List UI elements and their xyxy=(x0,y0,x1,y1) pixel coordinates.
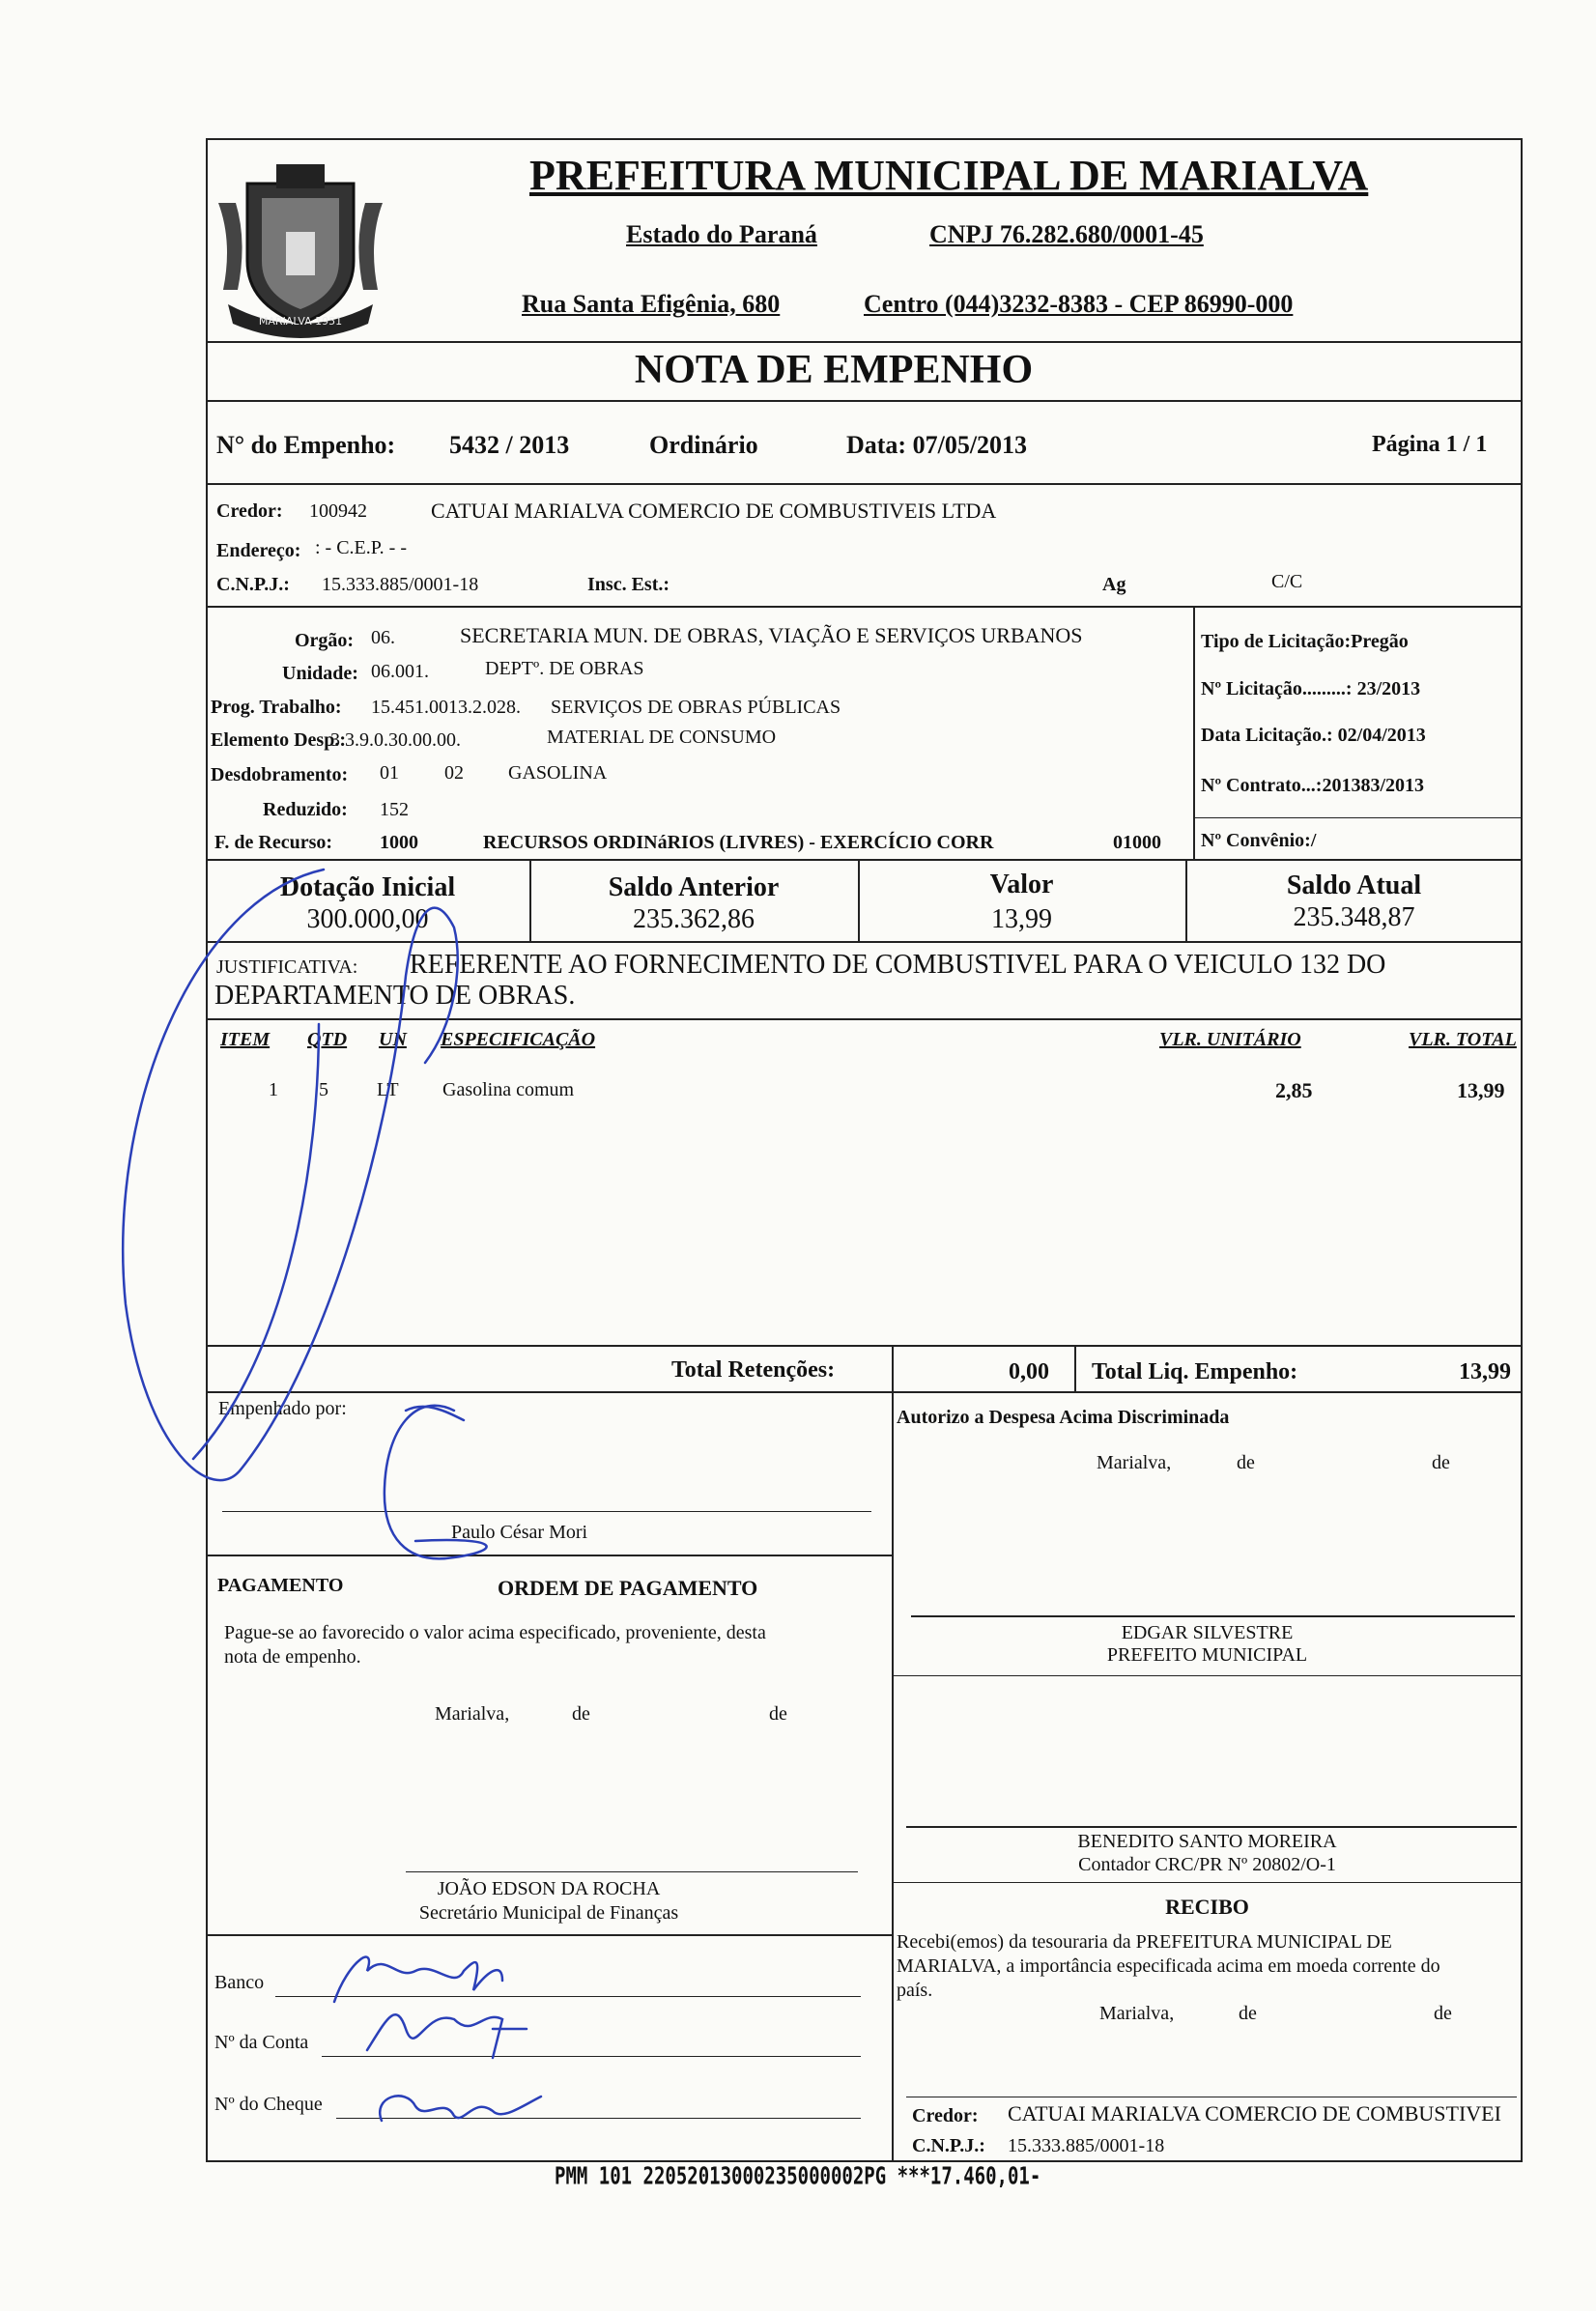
recurso-code: 01000 xyxy=(1113,832,1161,853)
item-qtd: 5 xyxy=(319,1079,328,1100)
credor-code: 100942 xyxy=(309,500,367,522)
pagamento-de2: de xyxy=(769,1703,787,1725)
address-contact: Centro (044)3232-8383 - CEP 86990-000 xyxy=(864,290,1294,318)
state-label: Estado do Paraná xyxy=(626,220,817,248)
reduzido-label: Reduzido: xyxy=(263,799,348,820)
numero-contrato: Nº Contrato...:201383/2013 xyxy=(1201,775,1425,796)
pagamento-label: PAGAMENTO xyxy=(217,1575,344,1596)
total-retencoes-label: Total Retenções: xyxy=(671,1357,836,1383)
justificativa-line1: REFERENTE AO FORNECIMENTO DE COMBUSTIVEL PARA O VEICULO 132 DO xyxy=(410,950,1386,980)
saldo-anterior-value: 235.362,86 xyxy=(633,904,755,934)
dotacao-inicial-label: Dotação Inicial xyxy=(279,872,456,902)
banco-label: Banco xyxy=(214,1972,265,1993)
autorizo-marialva: Marialva, xyxy=(1097,1452,1172,1473)
cheque-label: Nº do Cheque xyxy=(214,2094,323,2115)
credor-name: CATUAI MARIALVA COMERCIO DE COMBUSTIVEIS LTDA xyxy=(431,499,997,523)
saldo-anterior-label: Saldo Anterior xyxy=(608,872,780,902)
col-item: ITEM xyxy=(220,1029,271,1050)
elemento-value: 3.3.9.0.30.00.00. xyxy=(330,729,461,751)
banco-signature xyxy=(334,1957,502,2002)
long-stroke-mark xyxy=(193,1024,319,1459)
recibo-cnpj-value: 15.333.885/0001-18 xyxy=(1008,2135,1165,2156)
item-spec: Gasolina comum xyxy=(442,1079,575,1100)
cheque-signature xyxy=(380,2096,541,2121)
recibo-title: RECIBO xyxy=(1165,1895,1249,1919)
empenhado-label: Empenhado por: xyxy=(218,1398,347,1419)
endereco-value: : - C.E.P. - - xyxy=(315,537,407,558)
secretario-name: JOÃO EDSON DA ROCHA xyxy=(437,1878,661,1899)
tipo-licitacao: Tipo de Licitação:Pregão xyxy=(1201,631,1409,652)
empenho-type: Ordinário xyxy=(649,431,758,459)
ordem-pagamento: ORDEM DE PAGAMENTO xyxy=(498,1576,758,1600)
elemento-label: Elemento Desp.: xyxy=(211,729,346,751)
recibo-credor-value: CATUAI MARIALVA COMERCIO DE COMBUSTIVEI xyxy=(1008,2101,1501,2126)
secretario-title: Secretário Municipal de Finanças xyxy=(418,1902,679,1924)
prefeito-name: EDGAR SILVESTRE xyxy=(1121,1622,1294,1643)
footer-code: PMM 101 22052013000235000002PG ***17.460,01- xyxy=(555,2162,1041,2191)
unidade-value: 06.001. xyxy=(371,661,429,682)
recibo-credor-label: Credor: xyxy=(912,2105,979,2126)
conta-label: Nº da Conta xyxy=(214,2032,309,2053)
page-title: PREFEITURA MUNICIPAL DE MARIALVA xyxy=(529,152,1369,199)
saldo-atual-label: Saldo Atual xyxy=(1286,870,1422,900)
elemento-desc: MATERIAL DE CONSUMO xyxy=(547,727,777,748)
prog-desc: SERVIÇOS DE OBRAS PÚBLICAS xyxy=(551,697,841,718)
prog-value: 15.451.0013.2.028. xyxy=(371,697,521,718)
ag-label: Ag xyxy=(1102,574,1126,595)
recibo-de2: de xyxy=(1434,2003,1452,2024)
recurso-label: F. de Recurso: xyxy=(214,832,333,853)
conta-signature xyxy=(367,2014,527,2058)
item-total: 13,99 xyxy=(1457,1078,1505,1102)
item-number: 1 xyxy=(269,1079,278,1100)
item-unit-price: 2,85 xyxy=(1275,1078,1313,1102)
item-un: LT xyxy=(377,1079,399,1100)
recurso-desc: RECURSOS ORDINáRIOS (LIVRES) - EXERCÍCIO CORR xyxy=(483,832,994,853)
desdob-desc: GASOLINA xyxy=(508,762,608,784)
total-retencoes-value: 0,00 xyxy=(1009,1359,1049,1384)
total-liq-value: 13,99 xyxy=(1459,1359,1511,1384)
empenho-date: Data: 07/05/2013 xyxy=(846,431,1028,459)
numero-convenio: Nº Convênio:/ xyxy=(1201,830,1317,851)
col-vlr-total: VLR. TOTAL xyxy=(1409,1029,1517,1050)
large-oval-mark xyxy=(123,870,458,1480)
valor-label: Valor xyxy=(989,870,1054,899)
dotacao-inicial-value: 300.000,00 xyxy=(306,904,429,934)
page-number: Página 1 / 1 xyxy=(1372,432,1488,457)
recibo-line-1: Recebi(emos) da tesouraria da PREFEITURA MUNICIPAL DE xyxy=(897,1931,1392,1953)
recibo-line-3: país. xyxy=(897,1980,933,2001)
recibo-cnpj-label: C.N.P.J.: xyxy=(912,2135,985,2156)
autorizo-de2: de xyxy=(1432,1452,1450,1473)
pagamento-marialva: Marialva, xyxy=(435,1703,510,1725)
recurso-value: 1000 xyxy=(380,832,418,853)
pagamento-de1: de xyxy=(572,1703,590,1725)
valor-value: 13,99 xyxy=(991,904,1052,934)
empenho-number: 5432 / 2013 xyxy=(449,431,570,459)
orgao-label: Orgão: xyxy=(295,630,355,651)
desdob-label: Desdobramento: xyxy=(211,764,349,785)
reduzido-value: 152 xyxy=(380,799,409,820)
col-especificacao: ESPECIFICAÇÃO xyxy=(441,1029,596,1050)
numero-licitacao: Nº Licitação.........: 23/2013 xyxy=(1201,678,1421,699)
cc-label: C/C xyxy=(1271,571,1303,592)
doc-title: NOTA DE EMPENHO xyxy=(634,348,1034,392)
prefeito-title: PREFEITO MUNICIPAL xyxy=(1106,1644,1308,1666)
endereco-label: Endereço: xyxy=(216,540,301,561)
credor-cnpj-label: C.N.P.J.: xyxy=(216,574,290,595)
initial-signature xyxy=(385,1406,487,1558)
cnpj-label: CNPJ 76.282.680/0001-45 xyxy=(929,220,1204,248)
empenhado-name: Paulo César Mori xyxy=(451,1522,588,1543)
unidade-label: Unidade: xyxy=(282,663,358,684)
recibo-de1: de xyxy=(1239,2003,1257,2024)
desdob-a: 01 xyxy=(380,762,399,784)
data-licitacao: Data Licitação.: 02/04/2013 xyxy=(1201,725,1426,746)
credor-cnpj-value: 15.333.885/0001-18 xyxy=(322,574,479,595)
pagamento-text-2: nota de empenho. xyxy=(224,1646,361,1668)
pagamento-text-1: Pague-se ao favorecido o valor acima especificado, proveniente, desta xyxy=(224,1622,766,1643)
col-un: UN xyxy=(379,1029,407,1050)
orgao-value: 06. xyxy=(371,627,395,648)
total-liq-label: Total Liq. Empenho: xyxy=(1092,1359,1298,1384)
contador-title: Contador CRC/PR Nº 20802/O-1 xyxy=(1078,1854,1336,1875)
prog-label: Prog. Trabalho: xyxy=(211,697,342,718)
justificativa-line2: DEPARTAMENTO DE OBRAS. xyxy=(214,981,576,1011)
unidade-desc: DEPTº. DE OBRAS xyxy=(485,658,644,679)
credor-label: Credor: xyxy=(216,500,283,522)
insc-est-label: Insc. Est.: xyxy=(587,574,670,595)
autorizo-text: Autorizo a Despesa Acima Discriminada xyxy=(897,1407,1230,1428)
contador-name: BENEDITO SANTO MOREIRA xyxy=(1077,1831,1337,1852)
address-label: Rua Santa Efigênia, 680 xyxy=(522,290,781,318)
orgao-desc: SECRETARIA MUN. DE OBRAS, VIAÇÃO E SERVIÇOS URBANOS xyxy=(460,623,1083,647)
svg-text:MARIALVA 1951: MARIALVA 1951 xyxy=(258,315,343,328)
saldo-atual-value: 235.348,87 xyxy=(1293,902,1415,932)
col-qtd: QTD xyxy=(307,1029,348,1050)
col-vlr-unitario: VLR. UNITÁRIO xyxy=(1159,1029,1301,1050)
autorizo-de1: de xyxy=(1237,1452,1255,1473)
empenho-label: N° do Empenho: xyxy=(216,431,396,459)
justificativa-label: JUSTIFICATIVA: xyxy=(216,956,358,978)
desdob-b: 02 xyxy=(444,762,464,784)
recibo-marialva: Marialva, xyxy=(1099,2003,1175,2024)
recibo-line-2: MARIALVA, a importância especificada acima em moeda corrente do xyxy=(897,1955,1440,1977)
